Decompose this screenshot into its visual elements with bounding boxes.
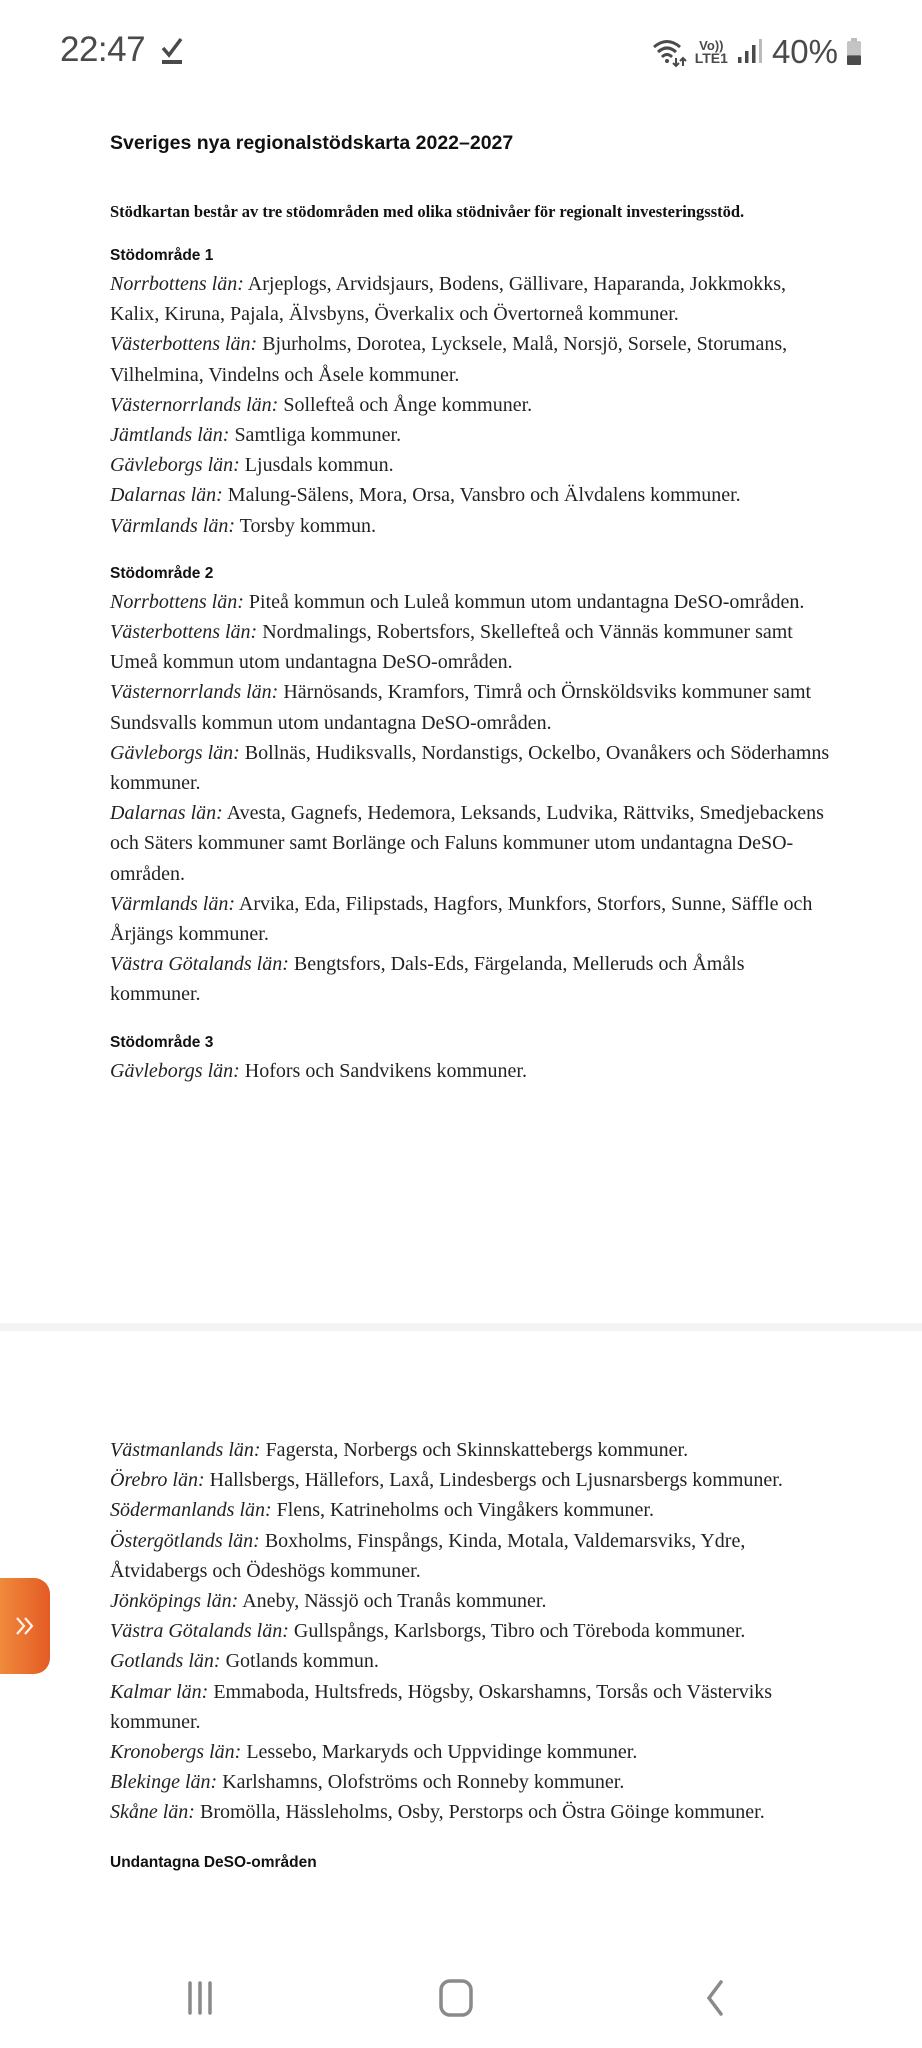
county-entry	[110, 450, 830, 480]
county-entry	[110, 949, 830, 1009]
support-area-section	[110, 1034, 830, 1086]
section-heading-deso: Undantagna DeSO-områden	[110, 1853, 317, 1871]
municipalities-text: Arvika, Eda, Filipstads, Hagfors, Munkfors, Storfors, Sunne, Säffle och Årjängs kommuner.	[110, 892, 813, 946]
county-name: Kalmar län:	[110, 1680, 209, 1703]
county-name: Kronobergs län:	[110, 1741, 242, 1764]
municipalities-text: Gotlands kommun.	[220, 1650, 379, 1673]
county-entry	[110, 1677, 830, 1737]
continued-entries	[110, 1435, 830, 1828]
county-entry	[110, 1797, 830, 1827]
municipalities-text: Gullspångs, Karlsborgs, Tibro och Töreboda kommuner.	[288, 1620, 746, 1643]
county-entry	[110, 1526, 830, 1586]
municipalities-text: Ljusdals kommun.	[239, 454, 394, 477]
lte-label: LTE1	[694, 50, 728, 66]
county-entry	[110, 1586, 830, 1616]
county-name: Västernorrlands län:	[110, 681, 279, 704]
intro-text: Stödkartan består av tre stödområden med olika stödnivåer för regionalt investeringsstöd.	[110, 202, 745, 221]
municipalities-text: Torsby kommun.	[235, 514, 377, 537]
support-area-section	[110, 565, 830, 1010]
battery-percent: 40%	[771, 33, 838, 70]
clock: 22:47	[60, 30, 146, 69]
battery-icon	[846, 38, 862, 66]
county-name: Västerbottens län:	[110, 333, 258, 356]
home-icon	[438, 1978, 474, 2018]
section-heading: Stödområde 2	[110, 564, 214, 582]
download-done-icon	[160, 36, 184, 66]
county-entry	[110, 511, 830, 541]
county-entry	[110, 329, 830, 389]
back-icon	[703, 1978, 727, 2018]
signal-icon	[736, 39, 764, 65]
support-area-section	[110, 247, 830, 541]
volte-icon	[695, 39, 728, 65]
county-entry	[110, 269, 830, 329]
municipalities-text: Malung-Sälens, Mora, Orsa, Vansbro och Älvdalens kommuner.	[222, 484, 741, 507]
municipalities-text: Samtliga kommuner.	[229, 424, 402, 447]
county-name: Dalarnas län:	[110, 802, 223, 825]
municipalities-text: Bollnäs, Hudiksvalls, Nordanstigs, Ockelbo, Ovanåkers och Söderhamns kommuner.	[110, 741, 830, 795]
county-name: Västmanlands län:	[110, 1439, 261, 1461]
county-name: Värmlands län:	[110, 892, 235, 915]
municipalities-text: Bjurholms, Dorotea, Lycksele, Malå, Norsjö, Sorsele, Storumans, Vilhelmina, Vindelns och Åsele kommuner.	[110, 333, 788, 386]
county-name: Gävleborgs län:	[110, 1059, 240, 1082]
recent-apps-icon	[184, 1980, 216, 2016]
county-name: Jämtlands län:	[110, 424, 230, 447]
county-name: Norrbottens län:	[110, 273, 244, 295]
document-page-2	[0, 1331, 922, 1948]
county-entry	[110, 420, 830, 450]
county-name: Gotlands län:	[110, 1650, 221, 1673]
county-name: Jönköpings län:	[110, 1590, 239, 1613]
county-name: Södermanlands län:	[110, 1499, 272, 1522]
side-panel-toggle[interactable]	[0, 1578, 50, 1674]
municipalities-text: Fagersta, Norbergs och Skinnskattebergs kommuner.	[260, 1439, 689, 1461]
county-entry	[110, 1056, 830, 1086]
county-entry	[110, 889, 830, 949]
document-title: Sveriges nya regionalstödskarta 2022–2027	[110, 132, 514, 154]
county-entry	[110, 798, 830, 889]
county-name: Västra Götalands län:	[110, 1620, 289, 1643]
county-entry	[110, 1616, 830, 1646]
double-chevron-right-icon	[14, 1615, 36, 1637]
county-entry	[110, 480, 830, 510]
status-bar	[0, 0, 922, 105]
county-entry	[110, 1435, 830, 1465]
section-heading: Stödområde 3	[110, 1033, 214, 1051]
municipalities-text: Hofors och Sandvikens kommuner.	[239, 1059, 527, 1082]
municipalities-text: Karlshamns, Olofströms och Ronneby kommuner.	[217, 1771, 625, 1794]
wifi-icon	[651, 36, 687, 68]
section-heading: Stödområde 1	[110, 247, 214, 264]
county-entry	[110, 1465, 830, 1495]
county-name: Gävleborgs län:	[110, 454, 240, 477]
municipalities-text: Hallsbergs, Hällefors, Laxå, Lindesbergs och Ljusnarsbergs kommuner.	[204, 1469, 783, 1492]
navigation-bar	[0, 1948, 922, 2048]
county-name: Örebro län:	[110, 1469, 205, 1492]
county-entry	[110, 1737, 830, 1767]
municipalities-text: Aneby, Nässjö och Tranås kommuner.	[238, 1590, 547, 1613]
recent-apps-button[interactable]	[170, 1976, 230, 2020]
home-button[interactable]	[426, 1976, 486, 2020]
page-divider	[0, 1323, 922, 1331]
county-entry	[110, 587, 830, 617]
county-name: Blekinge län:	[110, 1771, 218, 1794]
municipalities-text: Arjeplogs, Arvidsjaurs, Bodens, Gällivare, Haparanda, Jokkmokks, Kalix, Kiruna, Pajala, Älvsbyns, Överkalix och Övertorneå kommuner.	[110, 273, 787, 326]
municipalities-text: Härnösands, Kramfors, Timrå och Örnsköldsviks kommuner samt Sundsvalls kommun utom undantagna DeSO-områden.	[110, 681, 812, 734]
county-name: Västra Götalands län:	[110, 953, 289, 976]
municipalities-text: Flens, Katrineholms och Vingåkers kommuner.	[271, 1499, 654, 1522]
county-name: Dalarnas län:	[110, 484, 223, 507]
municipalities-text: Nordmalings, Robertsfors, Skellefteå och Vännäs kommuner samt Umeå kommun utom undantagna DeSO-områden.	[110, 621, 793, 674]
municipalities-text: Sollefteå och Ånge kommuner.	[278, 393, 533, 416]
county-entry	[110, 1495, 830, 1525]
county-name: Skåne län:	[110, 1801, 195, 1824]
county-name: Västerbottens län:	[110, 621, 258, 644]
municipalities-text: Lessebo, Markaryds och Uppvidinge kommuner.	[241, 1741, 638, 1764]
county-entry	[110, 617, 830, 677]
county-entry	[110, 1646, 830, 1676]
county-entry	[110, 1767, 830, 1797]
county-entry	[110, 390, 830, 420]
municipalities-text: Bengtsfors, Dals-Eds, Färgelanda, Melleruds och Åmåls kommuner.	[110, 953, 745, 1006]
county-entry	[110, 738, 830, 798]
municipalities-text: Piteå kommun och Luleå kommun utom undantagna DeSO-områden.	[243, 590, 805, 613]
county-entry	[110, 677, 830, 737]
support-area-sections	[110, 247, 830, 1086]
municipalities-text: Emmaboda, Hultsfreds, Högsby, Oskarshamns, Torsås och Västerviks kommuner.	[110, 1680, 773, 1733]
document-page-1	[0, 105, 922, 1323]
county-name: Värmlands län:	[110, 514, 235, 537]
county-name: Östergötlands län:	[110, 1529, 260, 1552]
county-name: Västernorrlands län:	[110, 393, 279, 416]
municipalities-text: Avesta, Gagnefs, Hedemora, Leksands, Ludvika, Rättviks, Smedjebackens och Säters kommuner samt Borlänge och Faluns kommuner utom undantagna DeSO-områden.	[110, 802, 824, 885]
county-name: Norrbottens län:	[110, 590, 244, 613]
volte-label: Vo))	[699, 38, 724, 53]
municipalities-text: Bromölla, Hässleholms, Osby, Perstorps och Östra Göinge kommuner.	[194, 1801, 765, 1824]
county-name: Gävleborgs län:	[110, 741, 240, 764]
municipalities-text: Boxholms, Finspångs, Kinda, Motala, Valdemarsviks, Ydre, Åtvidabergs och Ödeshögs kommuner.	[110, 1529, 746, 1582]
back-button[interactable]	[685, 1976, 745, 2020]
